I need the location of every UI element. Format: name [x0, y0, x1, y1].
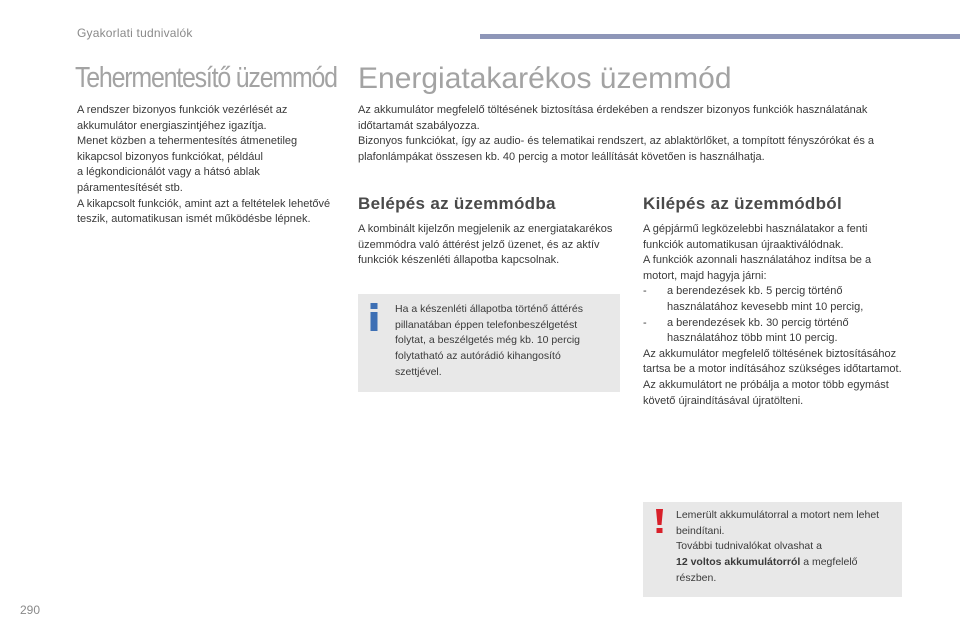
info-icon	[367, 302, 381, 332]
exit-line: A gépjármű legközelebbi használatakor a fenti funkciók automatikusan újraaktiválódnak.	[643, 223, 868, 251]
warning-bold-ref: 12 voltos akkumulátorról	[676, 556, 801, 569]
load-shedding-text: A rendszer bizonyos funkciók vezérlését az akkumulátor energiaszintjéhez igazítja. Menet közben a tehermentesítés átmenetileg kikapcsol bizonyos funkciókat, például a légkondicionálót vagy a hátsó ablak páramentesítését stb. A kikapcsolt funkciók, amint azt a feltételek lehetővé teszik, automatikusan ismét működésbe lépnek.	[77, 104, 331, 226]
header-bar	[480, 34, 960, 39]
exit-bullet	[643, 284, 905, 315]
exiting-mode-text	[643, 222, 905, 409]
info-note-box	[358, 294, 620, 392]
bullet-text: a berendezések kb. 5 percig történő használatához kevesebb mint 10 percig,	[667, 285, 864, 313]
warning-line: Lemerült akkumulátorral a motort nem lehet beindítani.	[676, 509, 880, 537]
title-load-shedding: Tehermentesítő üzemmód	[75, 62, 337, 94]
bullet-text: a berendezések kb. 30 percig történő használatához több mint 10 percig.	[667, 316, 849, 345]
heading-exiting-mode: Kilépés az üzemmódból	[643, 194, 843, 213]
entering-mode-text: A kombinált kijelzőn megjelenik az energiatakarékos üzemmódra való áttérést jelző üzenet, és az aktív funkciók készenléti állapotba kapcsolnak.	[358, 223, 613, 267]
title-energy-saving: Energiatakarékos üzemmód	[358, 62, 732, 95]
warning-box	[643, 502, 902, 597]
info-note-text: Ha a készenléti állapotba történő áttérés pillanatában éppen telefonbeszélgetést folytat, a beszélgetés még kb. 10 percig folytatható az autórádió kihangosító szettjével.	[395, 303, 583, 378]
exit-line: A funkciók azonnali használatához indítsa be a motort, majd hagyja járni:	[643, 254, 872, 282]
heading-entering-mode: Belépés az üzemmódba	[358, 194, 556, 213]
warning-text	[676, 508, 896, 587]
bullet-dash: -	[643, 285, 647, 298]
exit-line: Az akkumulátor megfelelő töltésének biztosításához tartsa be a motor indításához szükséges időtartamot.	[643, 347, 902, 376]
energy-saving-intro: Az akkumulátor megfelelő töltésének biztosítása érdekében a rendszer bizonyos funkciók használatának időtartamát szabályozza. Bizonyos funkciókat, így az audio- és telematikai rendszert, az ablaktörlőket, a tompított fényszórókat és a plafonlámpákat összesen kb. 40 percig a motor leállítását követően is használhatja.	[358, 104, 875, 163]
bullet-dash: -	[643, 316, 647, 329]
exit-bullet	[643, 316, 905, 347]
page-number: 290	[20, 603, 41, 617]
section-header: Gyakorlati tudnivalók	[77, 26, 193, 40]
warning-line: További tudnivalókat olvashat a	[676, 540, 822, 553]
warning-tail: a megfelelő részben.	[676, 556, 858, 584]
exit-line: Az akkumulátort ne próbálja a motor több egymást követő újraindításával újratölteni.	[643, 378, 889, 407]
warning-exclamation-icon	[652, 508, 666, 534]
